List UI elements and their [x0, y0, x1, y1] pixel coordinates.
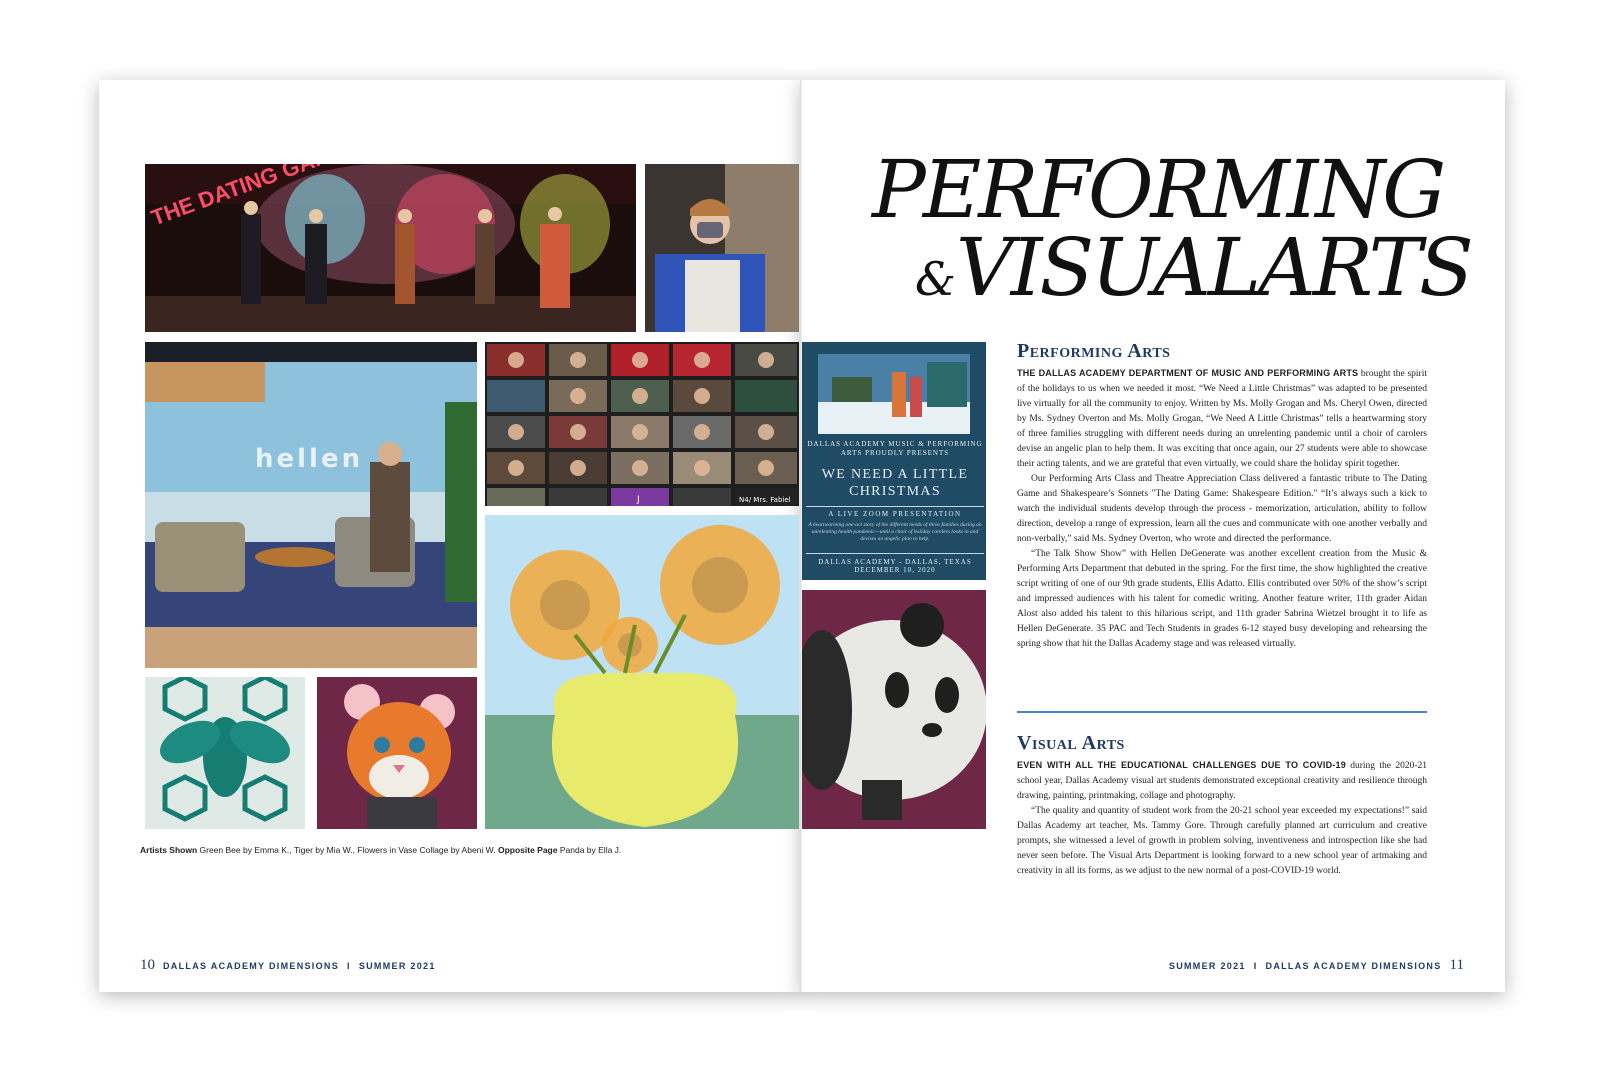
section-divider [1017, 711, 1427, 713]
left-folio-sep: I [347, 960, 351, 971]
zoom-grid-photo [485, 342, 799, 506]
right-folio-text: DALLAS ACADEMY DIMENSIONS [1265, 960, 1442, 971]
title-line2-text: VISUALARTS [955, 221, 1471, 314]
poster-date: DECEMBER 10, 2020 [854, 566, 936, 574]
poster-text-block [806, 440, 984, 574]
right-page-number: 11 [1449, 957, 1464, 973]
performing-arts-body [1017, 366, 1427, 652]
left-page-number: 10 [140, 957, 155, 973]
visual-p1: during the 2020-21 school year, Dallas Academy visual art students demonstrated exceptional creativity and resilience through drawing, painting, printmaking, collage and photography. [1017, 761, 1428, 801]
performing-p3: “The Talk Show Show” with Hellen DeGenerate was another excellent creation from the Music & Performing Arts Department that debuted in the spring. For the first time, the show highlighted the creative script writing of one of our 9th grade students, Ellis Adatto. Ellis contributed over 50% of the show’s script and impressed audiences with his talent for comedic writing. Another feature writer, 11th grader Aidan Alost also added his talent to this hilarious script, and 11th grader Sabrina Wietzel brought it to life as Hellen DeGenerate. 35 PAC and Tech Students in grades 6-12 stayed busy developing and rehearsing the spring show that hit the Dallas Academy stage and was released virtually. [1017, 549, 1427, 649]
flowers-collage [485, 515, 799, 829]
performing-p1: brought the spirit of the holidays to us when we needed it most. “We Need a Little Christmas” was adapted to be presented live virtually for all the community to enjoy. Written by Ms. Molly Grogan and Ms. Cheryl Owen, directed by Ms. Sydney Overton and Ms. Molly Grogan, “We Need A Little Christmas” tells a heartwarming story of three families struggling with different needs during an unrelenting pandemic until a choir of carolers devise an angelic plan to help them. It was exciting that once again, our 27 students were able to showcase their acting talents, and we are grateful that even virtually, we could share the holiday spirit together. [1017, 369, 1427, 469]
performing-arts-section [1017, 340, 1427, 652]
caption-opposite: Panda by Ella J. [559, 845, 622, 855]
tiger-collage [317, 677, 477, 829]
poster-subtitle: A LIVE ZOOM PRESENTATION [806, 506, 984, 518]
bee-print [145, 677, 305, 829]
visual-arts-heading: Visual Arts [1017, 732, 1125, 754]
poster-blurb: A heartwarming one-act story of the different needs of three families during an unrelenting health pandemic—until a choir of holiday carolers looks in and devises an angelic plan to help. [808, 522, 982, 542]
stage-photo [145, 164, 636, 332]
right-folio [1169, 957, 1464, 974]
left-folio-text: DALLAS ACADEMY DIMENSIONS [163, 960, 340, 971]
spread-title-line2 [915, 221, 1471, 314]
visual-p2: “The quality and quantity of student work from the 20-21 school year exceeded my expectations!” said Dallas Academy art teacher, Ms. Tammy Gore. Through carefully planned art curriculum and creative prompts, she witnessed a level of growth in problem solving, inventiveness and introspection like she had never seen before. The Visual Arts Department is looking forward to a new school year of artmaking and creativity in all its forms, as we adjust to the new normal of a post-COVID-19 world. [1017, 806, 1427, 876]
right-folio-sep: I [1253, 960, 1258, 971]
panda-collage [802, 590, 986, 829]
performing-arts-heading: Performing Arts [1017, 340, 1171, 362]
left-folio-issue: SUMMER 2021 [358, 960, 436, 971]
zoom-label: N4/ Mrs. Fabiel [739, 496, 791, 504]
caption-artists-label: Artists Shown [140, 845, 198, 855]
zoom-initial: J [637, 495, 640, 505]
talk-show-photo [145, 342, 477, 668]
poster-title: WE NEED A LITTLE CHRISTMAS [821, 467, 969, 499]
poster-venue: DALLAS ACADEMY - DALLAS, TEXAS [806, 553, 984, 566]
visual-arts-section [1017, 732, 1427, 879]
performing-lead: THE DALLAS ACADEMY DEPARTMENT OF MUSIC AND PERFORMING ARTS [1017, 368, 1359, 378]
title-ampersand: & [915, 252, 956, 306]
caption-opposite-label: Opposite Page [497, 845, 558, 855]
visual-arts-body [1017, 758, 1427, 879]
performing-p2: Our Performing Arts Class and Theatre Appreciation Class delivered a fantastic tribute to The Dating Game and Shakespeare’s Sonnets "The Dating Game: Shakespeare Edition." “It’s always such a kick to watch the individual students develop through the process - memorization, articulation, ability to follow direction, develop a range of expression, learn all the cues and communicate with one another verbally and non-verbally,” said Ms. Sydney Overton, who wrote and directed the performance. [1017, 474, 1427, 544]
teacher-photo [645, 164, 799, 332]
set-sign-text: hellen [255, 444, 364, 474]
caption-artists: Green Bee by Emma K., Tiger by Mia W., Flowers in Vase Collage by Abeni W. [199, 845, 496, 855]
visual-lead: EVEN WITH ALL THE EDUCATIONAL CHALLENGES DUE TO COVID-19 [1017, 760, 1346, 770]
poster-presenter: DALLAS ACADEMY MUSIC & PERFORMING ARTS PROUDLY PRESENTS [807, 440, 983, 457]
left-folio [140, 957, 436, 974]
right-folio-issue: SUMMER 2021 [1168, 960, 1246, 971]
photo-caption [140, 845, 800, 855]
spread-title-line1: PERFORMING [872, 143, 1444, 236]
